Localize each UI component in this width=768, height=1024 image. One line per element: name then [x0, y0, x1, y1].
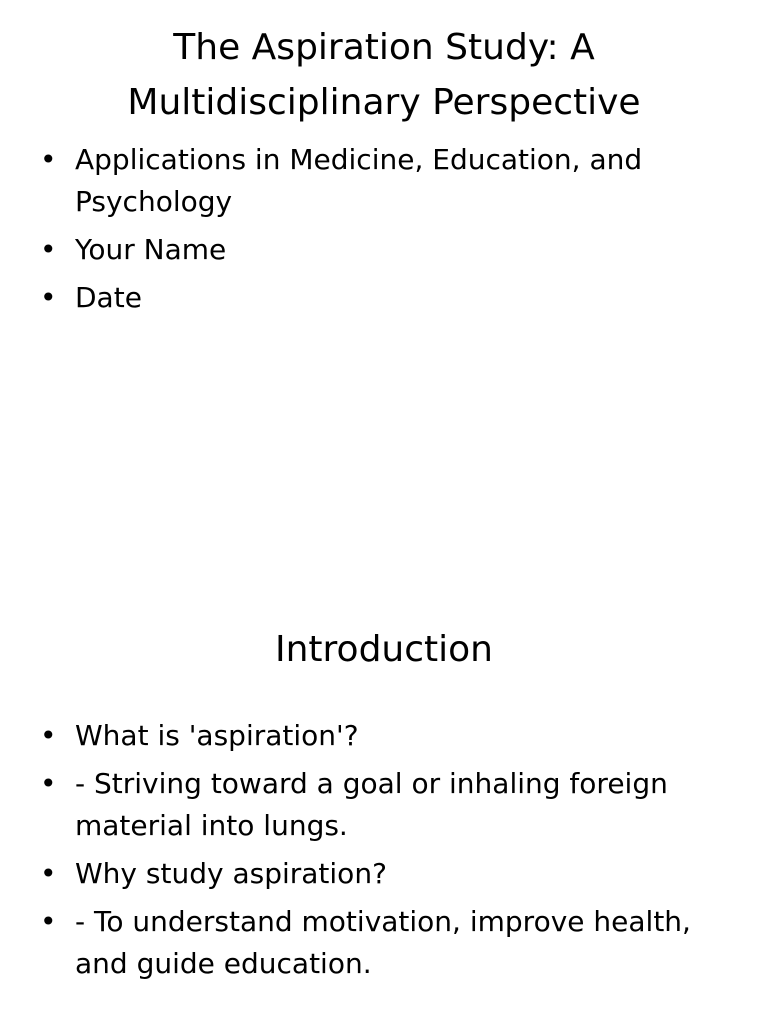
bullet-item	[40, 277, 700, 319]
bullet-text: Applications in Medicine, Education, and Psychology	[75, 143, 643, 218]
bullet-item	[40, 229, 700, 271]
bullet-item	[40, 715, 700, 757]
slide-title-bullet-list	[40, 139, 700, 325]
slide-introduction-bullet-list	[40, 715, 700, 991]
bullet-text: Date	[75, 281, 142, 314]
bullet-text: Why study aspiration?	[75, 857, 387, 890]
bullet-icon: •	[40, 233, 57, 266]
slide-introduction-heading: Introduction	[274, 629, 493, 670]
bullet-text: - To understand motivation, improve health, and guide education.	[75, 905, 691, 980]
bullet-item	[40, 901, 700, 985]
bullet-item	[40, 853, 700, 895]
slide-introduction	[0, 576, 768, 1024]
bullet-icon: •	[40, 857, 57, 890]
bullet-icon: •	[40, 767, 57, 800]
slide-title-heading: The Aspiration Study: A Multidisciplinary Perspective	[127, 27, 641, 123]
bullet-item	[40, 139, 700, 223]
bullet-icon: •	[40, 719, 57, 752]
bullet-icon: •	[40, 905, 57, 938]
bullet-text: What is 'aspiration'?	[75, 719, 359, 752]
bullet-text: - Striving toward a goal or inhaling foreign material into lungs.	[75, 767, 668, 842]
bullet-icon: •	[40, 281, 57, 314]
bullet-text: Your Name	[75, 233, 227, 266]
bullet-item	[40, 763, 700, 847]
bullet-icon: •	[40, 143, 57, 176]
